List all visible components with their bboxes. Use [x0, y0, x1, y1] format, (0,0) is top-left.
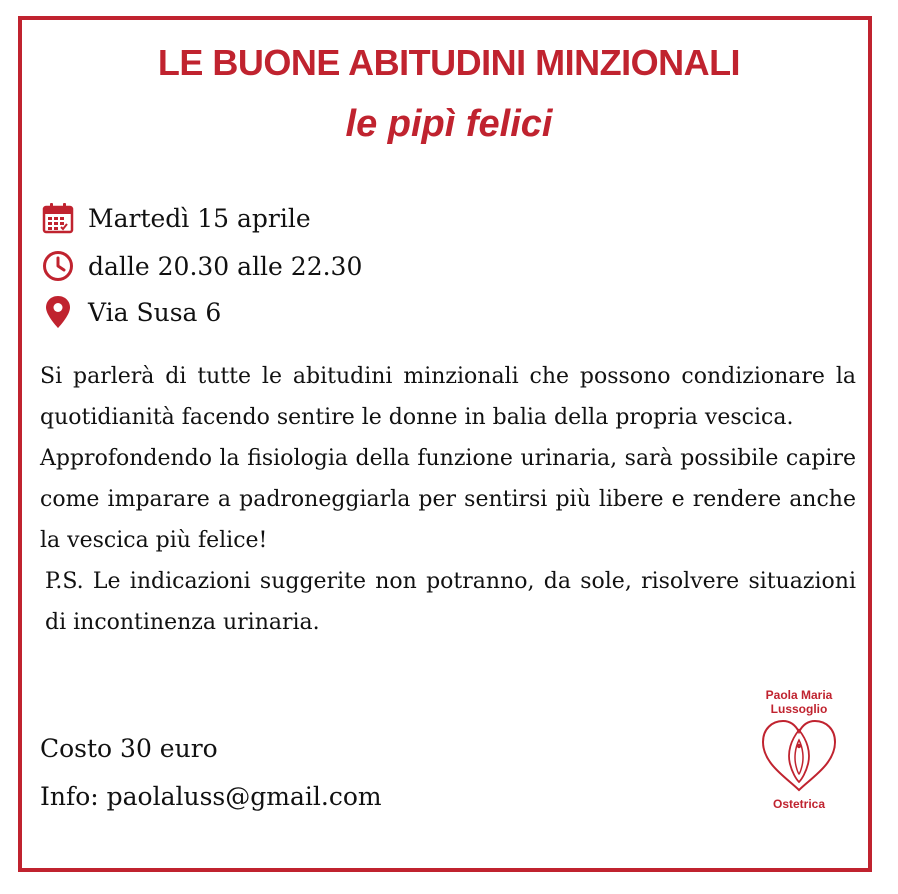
logo-name-line-2: Lussoglio: [770, 702, 828, 716]
event-description: [40, 356, 856, 643]
description-paragraph: Si parlerà di tutte le abitudini minzionali che possono condizionare la quotidianità facendo sentire le donne in balia della propria vescica.: [40, 364, 856, 430]
description-note: P.S. Le indicazioni suggerite non potranno, da sole, risolvere situazioni di incontinenza urinaria.: [45, 569, 856, 635]
event-place-row: [40, 294, 221, 330]
poster-title: LE BUONE ABITUDINI MINZIONALI: [157, 42, 741, 83]
event-cost: Costo 30 euro: [40, 734, 218, 763]
calendar-icon: [40, 200, 76, 236]
heart-logo-icon: [757, 716, 841, 794]
poster-subtitle: le pipì felici: [345, 103, 553, 145]
location-pin-icon: [40, 294, 76, 330]
logo-name-line-1: Paola Maria: [765, 688, 833, 702]
clock-icon: [40, 248, 76, 284]
contact-info: Info: paolaluss@gmail.com: [40, 782, 382, 811]
description-paragraph: Approfondendo la fisiologia della funzione urinaria, sarà possibile capire come imparare a padroneggiarla per sentirsi più libere e rendere anche la vescica più felice!: [40, 446, 856, 553]
event-date-row: [40, 200, 311, 236]
event-place: Via Susa 6: [88, 297, 222, 327]
logo-role: Ostetrica: [772, 797, 826, 811]
event-time: dalle 20.30 alle 22.30: [88, 251, 363, 281]
event-date: Martedì 15 aprile: [88, 203, 311, 233]
event-time-row: [40, 248, 362, 284]
midwife-logo: [752, 688, 846, 811]
